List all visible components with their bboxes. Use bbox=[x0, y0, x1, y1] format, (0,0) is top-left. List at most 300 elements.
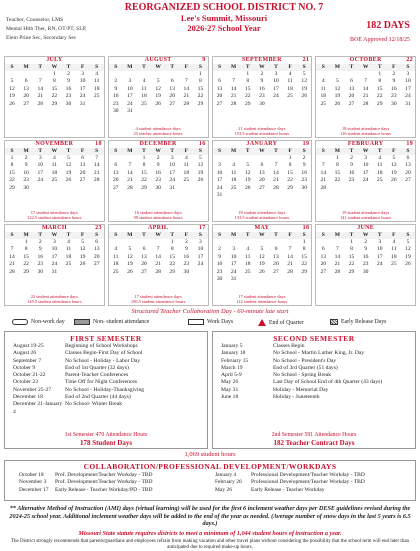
day-cell: 29 bbox=[197, 100, 204, 107]
day-cell: 24 bbox=[79, 93, 86, 100]
day-cell: 25 bbox=[141, 100, 147, 107]
day-cell: 15 bbox=[23, 253, 29, 260]
weekday-label: T bbox=[66, 232, 71, 238]
day-cell: 10 bbox=[37, 162, 44, 169]
day-cell: 3 bbox=[170, 155, 174, 161]
day-cell: 24 bbox=[230, 268, 237, 275]
day-cell: 26 bbox=[127, 268, 133, 275]
day-cell: 18 bbox=[287, 85, 293, 92]
day-cell: 17 bbox=[79, 85, 86, 92]
day-cell: 30 bbox=[23, 184, 29, 191]
weekday-label: W bbox=[155, 148, 161, 154]
day-cell: 8 bbox=[302, 246, 306, 253]
day-cell: 21 bbox=[362, 93, 369, 100]
month-summary: 18 student attendance days 116 student attendance hours bbox=[340, 126, 392, 136]
structured-collab-note: Structured Teacher Collaboration Day - 60-minute late start bbox=[131, 308, 289, 315]
weekday-label: S bbox=[321, 232, 325, 238]
semesters bbox=[4, 331, 416, 449]
day-cell: 27 bbox=[93, 261, 100, 268]
weekday-label: M bbox=[127, 232, 133, 238]
weekday-label: F bbox=[288, 232, 292, 238]
legend-work: Work Days bbox=[188, 319, 233, 325]
day-cell: 31 bbox=[169, 184, 176, 191]
day-cell: 9 bbox=[260, 78, 264, 85]
day-cell: 12 bbox=[127, 253, 133, 260]
day-cell: 11 bbox=[65, 246, 72, 253]
day-cell: 31 bbox=[127, 107, 133, 114]
empty-cell bbox=[165, 71, 179, 78]
work-swatch bbox=[188, 319, 204, 325]
day-cell: 26 bbox=[155, 100, 161, 107]
day-cell: 17 bbox=[273, 85, 279, 92]
weekday-label: T bbox=[377, 64, 382, 70]
day-cell: 26 bbox=[301, 93, 307, 100]
weekday-header bbox=[109, 64, 208, 71]
event-desc: End of 2nd Quarter (44 days) bbox=[65, 394, 131, 401]
day-cell: 3 bbox=[52, 239, 56, 245]
day-cell: 3 bbox=[406, 71, 410, 77]
day-cell: 29 bbox=[169, 268, 176, 275]
weekday-label: S bbox=[302, 232, 306, 238]
day-cell: 7 bbox=[95, 155, 99, 161]
legend-early-release: Early Release Days bbox=[330, 319, 386, 325]
day-cell: 26 bbox=[391, 177, 397, 184]
day-cell: 4 bbox=[378, 155, 382, 161]
weekday-label: T bbox=[274, 64, 278, 70]
day-cell: 7 bbox=[232, 78, 236, 85]
day-cell: 24 bbox=[127, 100, 133, 107]
event-date: August 26 bbox=[13, 350, 37, 357]
day-cell: 11 bbox=[287, 78, 293, 85]
weekday-label: T bbox=[170, 64, 175, 70]
day-cell: 2 bbox=[24, 155, 28, 161]
month-name: APRIL bbox=[148, 225, 169, 231]
weekday-header bbox=[5, 232, 104, 239]
month-day-count: 16 bbox=[198, 141, 206, 147]
event-date: May 31 bbox=[221, 386, 239, 393]
month-summary: 4 student attendance days 25 teacher attendance hours bbox=[133, 126, 183, 136]
day-cell: 23 bbox=[37, 261, 44, 268]
day-grid bbox=[109, 155, 208, 192]
day-cell: 15 bbox=[244, 85, 251, 92]
day-cell: 28 bbox=[9, 268, 15, 275]
day-cell: 1 bbox=[246, 71, 250, 77]
day-cell: 17 bbox=[405, 85, 411, 92]
event-row bbox=[213, 358, 415, 365]
day-cell: 17 bbox=[197, 253, 204, 260]
month-day-count: 18 bbox=[95, 141, 102, 147]
day-cell: 10 bbox=[169, 162, 176, 169]
day-cell: 30 bbox=[183, 268, 190, 275]
school-year: 2026-27 School Year bbox=[187, 23, 261, 33]
day-cell: 16 bbox=[37, 253, 44, 260]
day-cell: 30 bbox=[37, 268, 44, 275]
day-cell: 25 bbox=[183, 177, 190, 184]
event-desc: No School - Spring Break bbox=[273, 372, 332, 379]
day-cell: 23 bbox=[216, 268, 223, 275]
event-desc: No School - President's Day bbox=[273, 357, 337, 364]
day-cell: 25 bbox=[51, 177, 58, 184]
empty-cell bbox=[227, 71, 241, 78]
empty-cell bbox=[269, 155, 283, 162]
day-cell: 15 bbox=[287, 169, 293, 176]
collab-title: COLLABORATION/PROFESSIONAL DEVELOPMENT/WORKDAYS bbox=[83, 462, 337, 471]
day-cell: 23 bbox=[65, 93, 72, 100]
day-cell: 28 bbox=[93, 177, 100, 184]
month-name: FEBRUARY bbox=[347, 141, 384, 147]
day-cell: 29 bbox=[23, 268, 29, 275]
day-cell: 21 bbox=[37, 93, 44, 100]
weekday-label: S bbox=[406, 232, 410, 238]
total-days: 182 DAYS bbox=[366, 20, 410, 31]
month-header bbox=[316, 57, 415, 64]
event-row bbox=[5, 394, 207, 401]
month-name: NOVEMBER bbox=[35, 141, 74, 147]
day-cell: 4 bbox=[246, 246, 250, 253]
day-cell: 15 bbox=[141, 169, 147, 176]
day-cell: 6 bbox=[350, 78, 353, 85]
day-cell: 16 bbox=[362, 253, 369, 260]
day-cell: 15 bbox=[51, 85, 58, 92]
empty-cell bbox=[109, 155, 123, 162]
day-cell: 28 bbox=[362, 100, 369, 107]
day-cell: 8 bbox=[10, 162, 14, 169]
month-summary: 18 student attendance days 133.5 student attendance hours bbox=[234, 210, 290, 220]
day-cell: 5 bbox=[67, 155, 70, 161]
day-cell: 13 bbox=[93, 246, 100, 253]
empty-cell bbox=[213, 155, 227, 162]
day-cell: 7 bbox=[128, 162, 132, 169]
day-cell: 14 bbox=[273, 169, 279, 176]
day-cell: 27 bbox=[348, 100, 355, 107]
empty-cell bbox=[241, 155, 255, 162]
day-cell: 2 bbox=[184, 239, 188, 245]
month-summary: 22 student attendance days 145.5 student attendance hours bbox=[27, 294, 82, 304]
weekday-label: W bbox=[51, 64, 58, 70]
day-cell: 15 bbox=[197, 85, 204, 92]
day-cell: 13 bbox=[141, 253, 147, 260]
day-cell: 6 bbox=[218, 78, 221, 85]
day-cell: 6 bbox=[274, 246, 278, 253]
day-cell: 28 bbox=[320, 184, 327, 191]
day-cell: 4 bbox=[184, 155, 188, 161]
day-cell: 17 bbox=[230, 261, 237, 268]
day-cell: 28 bbox=[230, 100, 237, 107]
second-semester-title: SECOND SEMESTER bbox=[273, 334, 355, 343]
day-cell: 22 bbox=[141, 177, 147, 184]
day-cell: 12 bbox=[244, 169, 251, 176]
month-june bbox=[315, 224, 416, 306]
day-cell: 18 bbox=[230, 177, 237, 184]
empty-cell bbox=[5, 239, 19, 246]
notes bbox=[8, 505, 412, 551]
collab-row bbox=[19, 479, 219, 486]
day-cell: 13 bbox=[348, 85, 355, 92]
day-cell: 3 bbox=[378, 239, 382, 245]
day-cell: 19 bbox=[9, 93, 15, 100]
weekday-header bbox=[316, 64, 415, 71]
event-row bbox=[213, 350, 415, 357]
day-cell: 14 bbox=[320, 169, 327, 176]
weekday-label: M bbox=[231, 148, 237, 154]
day-cell: 28 bbox=[334, 268, 341, 275]
month-header bbox=[213, 57, 312, 64]
weekday-label: W bbox=[362, 148, 369, 154]
day-cell: 31 bbox=[79, 100, 86, 107]
day-cell: 22 bbox=[23, 261, 29, 268]
day-cell: 21 bbox=[9, 261, 15, 268]
day-cell: 20 bbox=[320, 261, 327, 268]
day-cell: 10 bbox=[405, 78, 411, 85]
weekday-label: M bbox=[334, 64, 340, 70]
weekday-label: F bbox=[184, 64, 189, 70]
day-cell: 8 bbox=[199, 78, 202, 85]
day-cell: 18 bbox=[244, 261, 251, 268]
day-cell: 1 bbox=[24, 239, 28, 245]
day-cell: 2 bbox=[114, 78, 118, 85]
month-header bbox=[109, 141, 208, 148]
event-row bbox=[213, 365, 415, 372]
weekday-label: S bbox=[95, 148, 99, 154]
month-december bbox=[108, 140, 209, 222]
weekday-label: T bbox=[142, 64, 146, 70]
weekday-label: M bbox=[23, 64, 29, 70]
day-cell: 13 bbox=[320, 253, 327, 260]
weekday-label: S bbox=[218, 64, 222, 70]
header bbox=[4, 2, 416, 54]
calendar-row-1 bbox=[4, 56, 416, 138]
collab-row bbox=[215, 487, 415, 494]
day-cell: 26 bbox=[334, 100, 341, 107]
day-cell: 8 bbox=[246, 78, 250, 85]
day-cell: 4 bbox=[114, 246, 118, 253]
day-cell: 3 bbox=[199, 239, 202, 245]
weekday-label: T bbox=[38, 148, 43, 154]
weekday-label: S bbox=[218, 148, 222, 154]
staff-line: Mental Hlth Ther, RN, OT/PT, SLP, bbox=[6, 26, 87, 32]
day-cell: 6 bbox=[95, 239, 99, 245]
day-cell: 2 bbox=[302, 155, 306, 161]
month-name: MAY bbox=[254, 225, 270, 231]
event-date: January 5 bbox=[221, 343, 243, 349]
month-header bbox=[5, 225, 104, 232]
day-cell: 6 bbox=[24, 78, 28, 85]
day-cell: 29 bbox=[287, 184, 293, 191]
month-day-count: 23 bbox=[95, 225, 102, 231]
day-grid bbox=[5, 71, 104, 108]
second-semester-footer: 2nd Semester 591 Attendance Hours 182 Teacher Contract Days bbox=[271, 432, 357, 447]
day-cell: 19 bbox=[244, 177, 251, 184]
day-cell: 16 bbox=[259, 85, 265, 92]
event-desc: Time Off for Night Conferences bbox=[65, 379, 138, 386]
day-cell: 4 bbox=[52, 155, 56, 161]
day-cell: 30 bbox=[155, 184, 161, 191]
weekday-label: T bbox=[274, 232, 278, 238]
day-cell: 22 bbox=[348, 261, 355, 268]
day-cell: 29 bbox=[376, 100, 383, 107]
collab-desc: Early Release - Teacher Workday bbox=[251, 486, 325, 493]
day-cell: 16 bbox=[301, 169, 307, 176]
staff-list bbox=[6, 16, 87, 43]
weekday-header bbox=[5, 64, 104, 71]
day-cell: 25 bbox=[65, 261, 72, 268]
day-cell: 6 bbox=[142, 246, 146, 253]
weekday-header bbox=[213, 232, 312, 239]
collab-desc: Professional Development/Teacher Workday - TBD bbox=[251, 472, 365, 478]
weekday-header bbox=[213, 148, 312, 155]
day-cell: 12 bbox=[259, 253, 265, 260]
empty-cell bbox=[344, 71, 358, 78]
day-cell: 14 bbox=[334, 253, 341, 260]
day-cell: 16 bbox=[155, 169, 161, 176]
day-cell: 9 bbox=[24, 162, 28, 169]
day-cell: 7 bbox=[274, 162, 278, 169]
weekday-label: W bbox=[259, 64, 265, 70]
day-cell: 20 bbox=[79, 169, 86, 176]
day-cell: 5 bbox=[246, 162, 250, 169]
event-desc: Last Day of School End of 4th Quarter (43 days) bbox=[273, 379, 383, 386]
day-cell: 29 bbox=[9, 184, 15, 191]
day-cell: 3 bbox=[218, 162, 221, 169]
day-cell: 22 bbox=[51, 93, 58, 100]
day-cell: 2 bbox=[38, 239, 42, 245]
collab-desc: Professional Development/Teacher Workday - TBD bbox=[251, 479, 365, 486]
day-cell: 24 bbox=[197, 261, 204, 268]
day-cell: 19 bbox=[301, 85, 307, 92]
month-january bbox=[212, 140, 313, 222]
event-date: September 7 bbox=[13, 357, 42, 364]
day-cell: 1 bbox=[142, 155, 146, 161]
month-summary: 17 student attendance days 122.5 student attendance hours bbox=[27, 210, 82, 220]
empty-cell bbox=[33, 71, 47, 78]
day-cell: 17 bbox=[37, 169, 44, 176]
day-cell: 6 bbox=[260, 162, 264, 169]
day-cell: 8 bbox=[170, 246, 174, 253]
day-cell: 15 bbox=[376, 85, 383, 92]
day-cell: 18 bbox=[65, 253, 72, 260]
day-cell: 20 bbox=[141, 261, 147, 268]
empty-cell bbox=[151, 71, 165, 78]
day-cell: 6 bbox=[321, 246, 325, 253]
event-desc: No School - Martin Luther King, Jr. Day bbox=[273, 350, 365, 357]
day-cell: 15 bbox=[348, 253, 355, 260]
day-cell: 9 bbox=[38, 246, 42, 253]
event-date: December 21-January 4 bbox=[13, 401, 63, 415]
day-cell: 8 bbox=[350, 246, 353, 253]
day-cell: 11 bbox=[93, 78, 100, 85]
weekday-label: S bbox=[10, 232, 14, 238]
weekday-label: W bbox=[362, 232, 369, 238]
month-header bbox=[109, 57, 208, 64]
collab-row bbox=[215, 479, 415, 486]
month-header bbox=[316, 225, 415, 232]
weekday-label: T bbox=[66, 148, 71, 154]
weekday-label: T bbox=[142, 148, 146, 154]
weekday-header bbox=[213, 64, 312, 71]
weekday-label: S bbox=[302, 64, 306, 70]
day-cell: 5 bbox=[10, 78, 14, 85]
day-cell: 19 bbox=[155, 93, 161, 100]
day-cell: 9 bbox=[156, 162, 160, 169]
month-name: DECEMBER bbox=[139, 141, 177, 147]
day-cell: 23 bbox=[362, 261, 369, 268]
weekday-label: S bbox=[10, 64, 14, 70]
day-cell: 27 bbox=[405, 177, 411, 184]
day-cell: 20 bbox=[259, 177, 265, 184]
month-summary: 16 student attendance days 99 student attendance hours bbox=[133, 210, 183, 220]
event-row bbox=[213, 343, 415, 350]
day-cell: 2 bbox=[260, 71, 264, 77]
day-cell: 19 bbox=[391, 169, 397, 176]
weekday-label: M bbox=[127, 148, 133, 154]
collab-desc: Prof. Development/Teacher Workday - TBD bbox=[55, 479, 153, 486]
day-cell: 21 bbox=[93, 169, 100, 176]
event-row bbox=[213, 379, 415, 386]
weekday-label: F bbox=[392, 232, 396, 238]
event-date: October 9 bbox=[13, 364, 36, 371]
day-cell: 27 bbox=[216, 100, 223, 107]
event-date: March 19 bbox=[221, 364, 243, 371]
collab-date: November 3 bbox=[19, 479, 47, 486]
month-september bbox=[212, 56, 313, 138]
month-summary: 19 student attendance days 141 student attendance hours bbox=[340, 210, 392, 220]
event-desc: No School - Holiday - Labor Day bbox=[65, 357, 141, 364]
day-cell: 9 bbox=[184, 246, 188, 253]
weekday-label: W bbox=[51, 148, 58, 154]
day-cell: 18 bbox=[320, 93, 327, 100]
month-day-count: 21 bbox=[302, 57, 310, 63]
day-cell: 12 bbox=[79, 246, 86, 253]
weekday-label: S bbox=[114, 148, 118, 154]
day-cell: 21 bbox=[320, 177, 327, 184]
day-cell: 1 bbox=[378, 71, 382, 77]
empty-cell bbox=[123, 71, 137, 78]
weekday-label: W bbox=[362, 64, 369, 70]
day-cell: 2 bbox=[218, 246, 221, 253]
weekday-label: S bbox=[302, 148, 306, 154]
month-april bbox=[108, 224, 209, 306]
day-cell: 14 bbox=[93, 162, 100, 169]
event-date: November 25-27 bbox=[13, 386, 52, 393]
weekday-header bbox=[316, 232, 415, 239]
collaboration-box bbox=[4, 460, 416, 501]
day-cell: 8 bbox=[24, 246, 28, 253]
month-name: JANUARY bbox=[246, 141, 278, 147]
event-row bbox=[213, 394, 415, 401]
day-cell: 29 bbox=[301, 268, 307, 275]
legend-non-work: Non-work day bbox=[12, 319, 65, 325]
empty-cell bbox=[330, 71, 344, 78]
weekday-label: F bbox=[184, 232, 189, 238]
day-cell: 28 bbox=[127, 184, 133, 191]
day-cell: 13 bbox=[169, 85, 176, 92]
day-cell: 23 bbox=[23, 177, 29, 184]
day-cell: 4 bbox=[321, 78, 325, 85]
day-cell: 8 bbox=[336, 162, 339, 169]
event-date: October 21-22 bbox=[13, 372, 46, 379]
event-desc: Beginning of School Workshops bbox=[65, 343, 138, 349]
day-cell: 7 bbox=[38, 78, 42, 85]
event-desc: No School- Winter Break bbox=[65, 401, 122, 408]
day-cell: 30 bbox=[259, 100, 265, 107]
collab-left bbox=[19, 472, 219, 494]
day-cell: 2 bbox=[67, 71, 70, 77]
event-desc: End of 3rd Quarter (51 days) bbox=[273, 364, 338, 371]
day-cell: 16 bbox=[23, 169, 29, 176]
day-grid bbox=[5, 239, 104, 276]
event-desc: End of 1st Quarter (32 days) bbox=[65, 364, 129, 371]
month-august bbox=[108, 56, 209, 138]
